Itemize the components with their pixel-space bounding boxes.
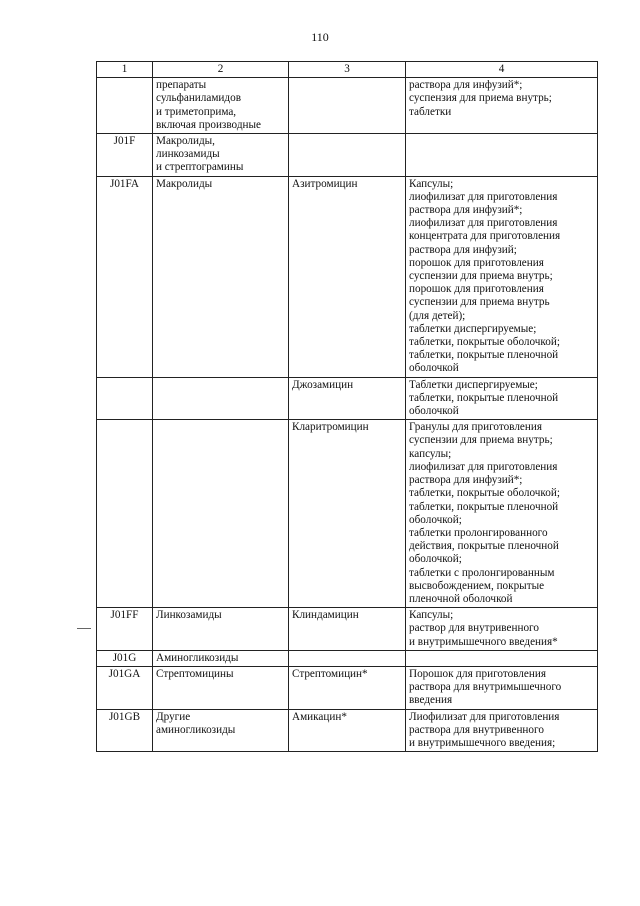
column-header: 2 xyxy=(153,62,289,78)
column-header: 3 xyxy=(289,62,406,78)
atc-code-cell xyxy=(97,78,153,134)
margin-mark xyxy=(77,628,91,629)
atc-code-cell: J01FF xyxy=(97,608,153,651)
drug-name-cell xyxy=(289,134,406,177)
group-name-cell: Линкозамиды xyxy=(153,608,289,651)
atc-code-cell: J01GB xyxy=(97,709,153,752)
table-row xyxy=(97,420,598,608)
table-row xyxy=(97,608,598,651)
group-name-cell: Другие аминогликозиды xyxy=(153,709,289,752)
table-row xyxy=(97,377,598,420)
atc-code-cell: J01GA xyxy=(97,666,153,709)
dosage-forms-cell: Таблетки диспергируемые; таблетки, покрытые пленочной оболочкой xyxy=(406,377,598,420)
atc-code-cell: J01G xyxy=(97,650,153,666)
dosage-forms-cell: раствора для инфузий*; суспензия для приема внутрь; таблетки xyxy=(406,78,598,134)
dosage-forms-cell: Капсулы; раствор для внутривенного и внутримышечного введения* xyxy=(406,608,598,651)
dosage-forms-cell: Гранулы для приготовления суспензии для приема внутрь; капсулы; лиофилизат для приготовления раствора для инфузий*; таблетки, покрытые оболочкой; таблетки, покрытые пленочной оболочкой; таблетки пролонгированного действия, покрытые пленочной оболочкой; таблетки с пролонгированным высвобождением, покрытые пленочной оболочкой xyxy=(406,420,598,608)
group-name-cell: препараты сульфаниламидов и триметоприма, включая производные xyxy=(153,78,289,134)
drug-name-cell: Амикацин* xyxy=(289,709,406,752)
group-name-cell: Макролиды, линкозамиды и стрептограмины xyxy=(153,134,289,177)
drug-name-cell xyxy=(289,78,406,134)
table-row xyxy=(97,650,598,666)
drug-table xyxy=(96,61,598,752)
table-row xyxy=(97,709,598,752)
group-name-cell xyxy=(153,420,289,608)
atc-code-cell xyxy=(97,377,153,420)
table-row xyxy=(97,78,598,134)
dosage-forms-cell: Порошок для приготовления раствора для внутримышечного введения xyxy=(406,666,598,709)
column-header: 4 xyxy=(406,62,598,78)
group-name-cell: Аминогликозиды xyxy=(153,650,289,666)
column-header: 1 xyxy=(97,62,153,78)
group-name-cell: Стрептомицины xyxy=(153,666,289,709)
table-row xyxy=(97,176,598,377)
page-number: 110 xyxy=(311,30,329,44)
table-row xyxy=(97,134,598,177)
drug-name-cell: Кларитромицин xyxy=(289,420,406,608)
dosage-forms-cell: Капсулы; лиофилизат для приготовления раствора для инфузий*; лиофилизат для приготовления концентрата для приготовления раствора для инфузий; порошок для приготовления суспензии для приема внутрь; порошок для приготовления суспензии для приема внутрь (для детей); таблетки диспергируемые; таблетки, покрытые оболочкой; таблетки, покрытые пленочной оболочкой xyxy=(406,176,598,377)
drug-name-cell: Стрептомицин* xyxy=(289,666,406,709)
drug-name-cell: Клиндамицин xyxy=(289,608,406,651)
drug-name-cell: Азитромицин xyxy=(289,176,406,377)
drug-name-cell xyxy=(289,650,406,666)
atc-code-cell xyxy=(97,420,153,608)
drug-name-cell: Джозамицин xyxy=(289,377,406,420)
dosage-forms-cell: Лиофилизат для приготовления раствора для внутривенного и внутримышечного введения; xyxy=(406,709,598,752)
atc-code-cell: J01F xyxy=(97,134,153,177)
atc-code-cell: J01FA xyxy=(97,176,153,377)
table-row xyxy=(97,666,598,709)
group-name-cell: Макролиды xyxy=(153,176,289,377)
dosage-forms-cell xyxy=(406,134,598,177)
group-name-cell xyxy=(153,377,289,420)
dosage-forms-cell xyxy=(406,650,598,666)
table-header-row xyxy=(97,62,598,78)
